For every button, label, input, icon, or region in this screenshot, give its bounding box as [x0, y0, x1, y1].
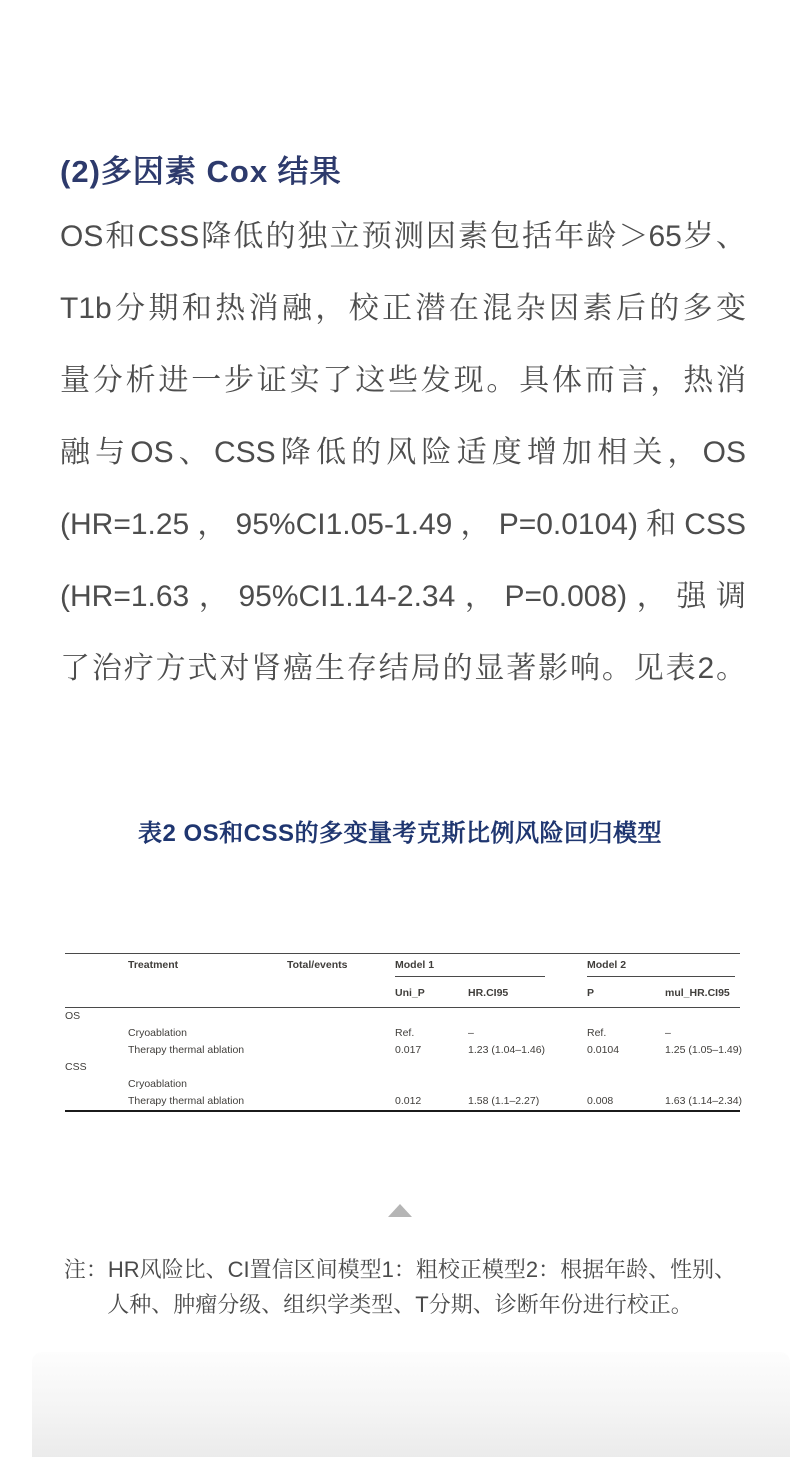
cell-uni-p: Ref.	[395, 1027, 415, 1040]
cell-mul-hr-ci95	[665, 1059, 740, 1076]
cox-table-wrapper	[65, 953, 743, 1112]
cell-uni-p	[395, 1076, 468, 1093]
cell-section	[65, 1076, 128, 1093]
paragraph-line: T1b分期和热消融，校正潜在混杂因素后的多变	[60, 292, 746, 325]
cell-mul-hr-ci95	[665, 1008, 740, 1026]
cell-p	[587, 1008, 665, 1026]
cell-total-events	[287, 1076, 395, 1093]
cell-uni-p	[395, 1059, 468, 1076]
cell-hr-ci95	[468, 1076, 587, 1093]
table-row	[65, 1093, 740, 1111]
cell-total-events	[287, 1008, 395, 1026]
col-header-total-events: Total/events	[287, 954, 395, 987]
cell-mul-hr-ci95: –	[665, 1027, 671, 1040]
table-row	[65, 1042, 740, 1059]
cell-hr-ci95	[468, 1059, 587, 1076]
cell-mul-hr-ci95: 1.63 (1.14–2.34)	[665, 1093, 740, 1111]
cell-treatment	[128, 1059, 287, 1076]
table-note-line-1: 注：HR风险比、CI置信区间模型1：粗校正模型2：根据年龄、性别、	[63, 1257, 737, 1282]
cell-section	[65, 1025, 128, 1042]
cell-mul-hr-ci95: 1.25 (1.05–1.49)	[665, 1044, 743, 1057]
cell-total-events	[287, 1025, 395, 1042]
cell-hr-ci95	[468, 1008, 587, 1026]
table-row	[65, 1008, 740, 1026]
col-header-treatment: Treatment	[128, 954, 287, 987]
paragraph-line: (HR=1.63，95%CI1.14-2.34，P=0.008)，强调	[60, 580, 746, 613]
col-header-section-blank	[65, 954, 128, 987]
group-header-model1-label: Model 1	[395, 960, 545, 977]
paragraph-line: 融与OS、CSS降低的风险适度增加相关，OS	[60, 436, 746, 469]
subcol-header-hr-ci95: HR.CI95	[468, 986, 587, 1008]
table-row	[65, 1076, 740, 1093]
table-note-line-2: 人种、肿瘤分级、组织学类型、T分期、诊断年份进行校正。	[107, 1292, 693, 1317]
group-header-model2-label: Model 2	[587, 960, 735, 977]
cell-treatment	[128, 1008, 287, 1026]
cell-mul-hr-ci95	[665, 1076, 740, 1093]
subcol-header-mul-hr-ci95: mul_HR.CI95	[665, 986, 740, 1008]
section-heading: (2)多因素 Cox 结果	[60, 154, 342, 189]
cell-treatment: Therapy thermal ablation	[128, 1093, 287, 1111]
cell-uni-p: 0.012	[395, 1093, 468, 1111]
cell-section	[65, 1093, 128, 1111]
cell-total-events	[287, 1042, 395, 1059]
group-header-model1	[395, 954, 587, 987]
cell-hr-ci95: –	[468, 1027, 474, 1040]
subcol-header-blank-2	[128, 986, 287, 1008]
paragraph-line: (HR=1.25，95%CI1.05-1.49，P=0.0104)和CSS	[60, 508, 746, 541]
cell-hr-ci95: 1.23 (1.04–1.46)	[468, 1044, 546, 1057]
next-page-card	[32, 1352, 790, 1457]
cell-total-events	[287, 1093, 395, 1111]
cox-regression-table	[65, 953, 743, 1112]
paragraph-line: OS和CSS降低的独立预测因素包括年龄＞65岁、	[60, 220, 746, 253]
cell-uni-p	[395, 1008, 468, 1026]
cell-section: CSS	[65, 1061, 87, 1074]
subcol-header-blank-3	[287, 986, 395, 1008]
table-row	[65, 1059, 740, 1076]
cell-uni-p: 0.017	[395, 1044, 422, 1057]
subcol-header-blank-1	[65, 986, 128, 1008]
cell-section: OS	[65, 1010, 81, 1023]
body-paragraph	[60, 201, 746, 705]
cell-p: 0.008	[587, 1093, 665, 1111]
cell-p: 0.0104	[587, 1044, 620, 1057]
subcol-header-p: P	[587, 986, 665, 1008]
cell-treatment: Therapy thermal ablation	[128, 1044, 245, 1057]
cell-p	[587, 1059, 665, 1076]
collapse-up-triangle-icon[interactable]	[388, 1204, 412, 1217]
group-header-model2	[587, 954, 740, 987]
cell-section	[65, 1042, 128, 1059]
cell-treatment: Cryoablation	[128, 1078, 187, 1091]
subcol-header-uni-p: Uni_P	[395, 986, 468, 1008]
paragraph-line: 了治疗方式对肾癌生存结局的显著影响。见表2。	[60, 652, 746, 685]
table-note	[40, 1252, 760, 1322]
paragraph-line: 量分析进一步证实了这些发现。具体而言，热消	[60, 364, 746, 397]
cell-hr-ci95: 1.58 (1.1–2.27)	[468, 1093, 587, 1111]
cell-total-events	[287, 1059, 395, 1076]
cell-treatment: Cryoablation	[128, 1027, 187, 1040]
table-title: 表2 OS和CSS的多变量考克斯比例风险回归模型	[137, 820, 663, 847]
table-row	[65, 1025, 740, 1042]
cell-p	[587, 1076, 665, 1093]
cell-p: Ref.	[587, 1027, 607, 1040]
cox-table-body	[65, 1008, 743, 1112]
